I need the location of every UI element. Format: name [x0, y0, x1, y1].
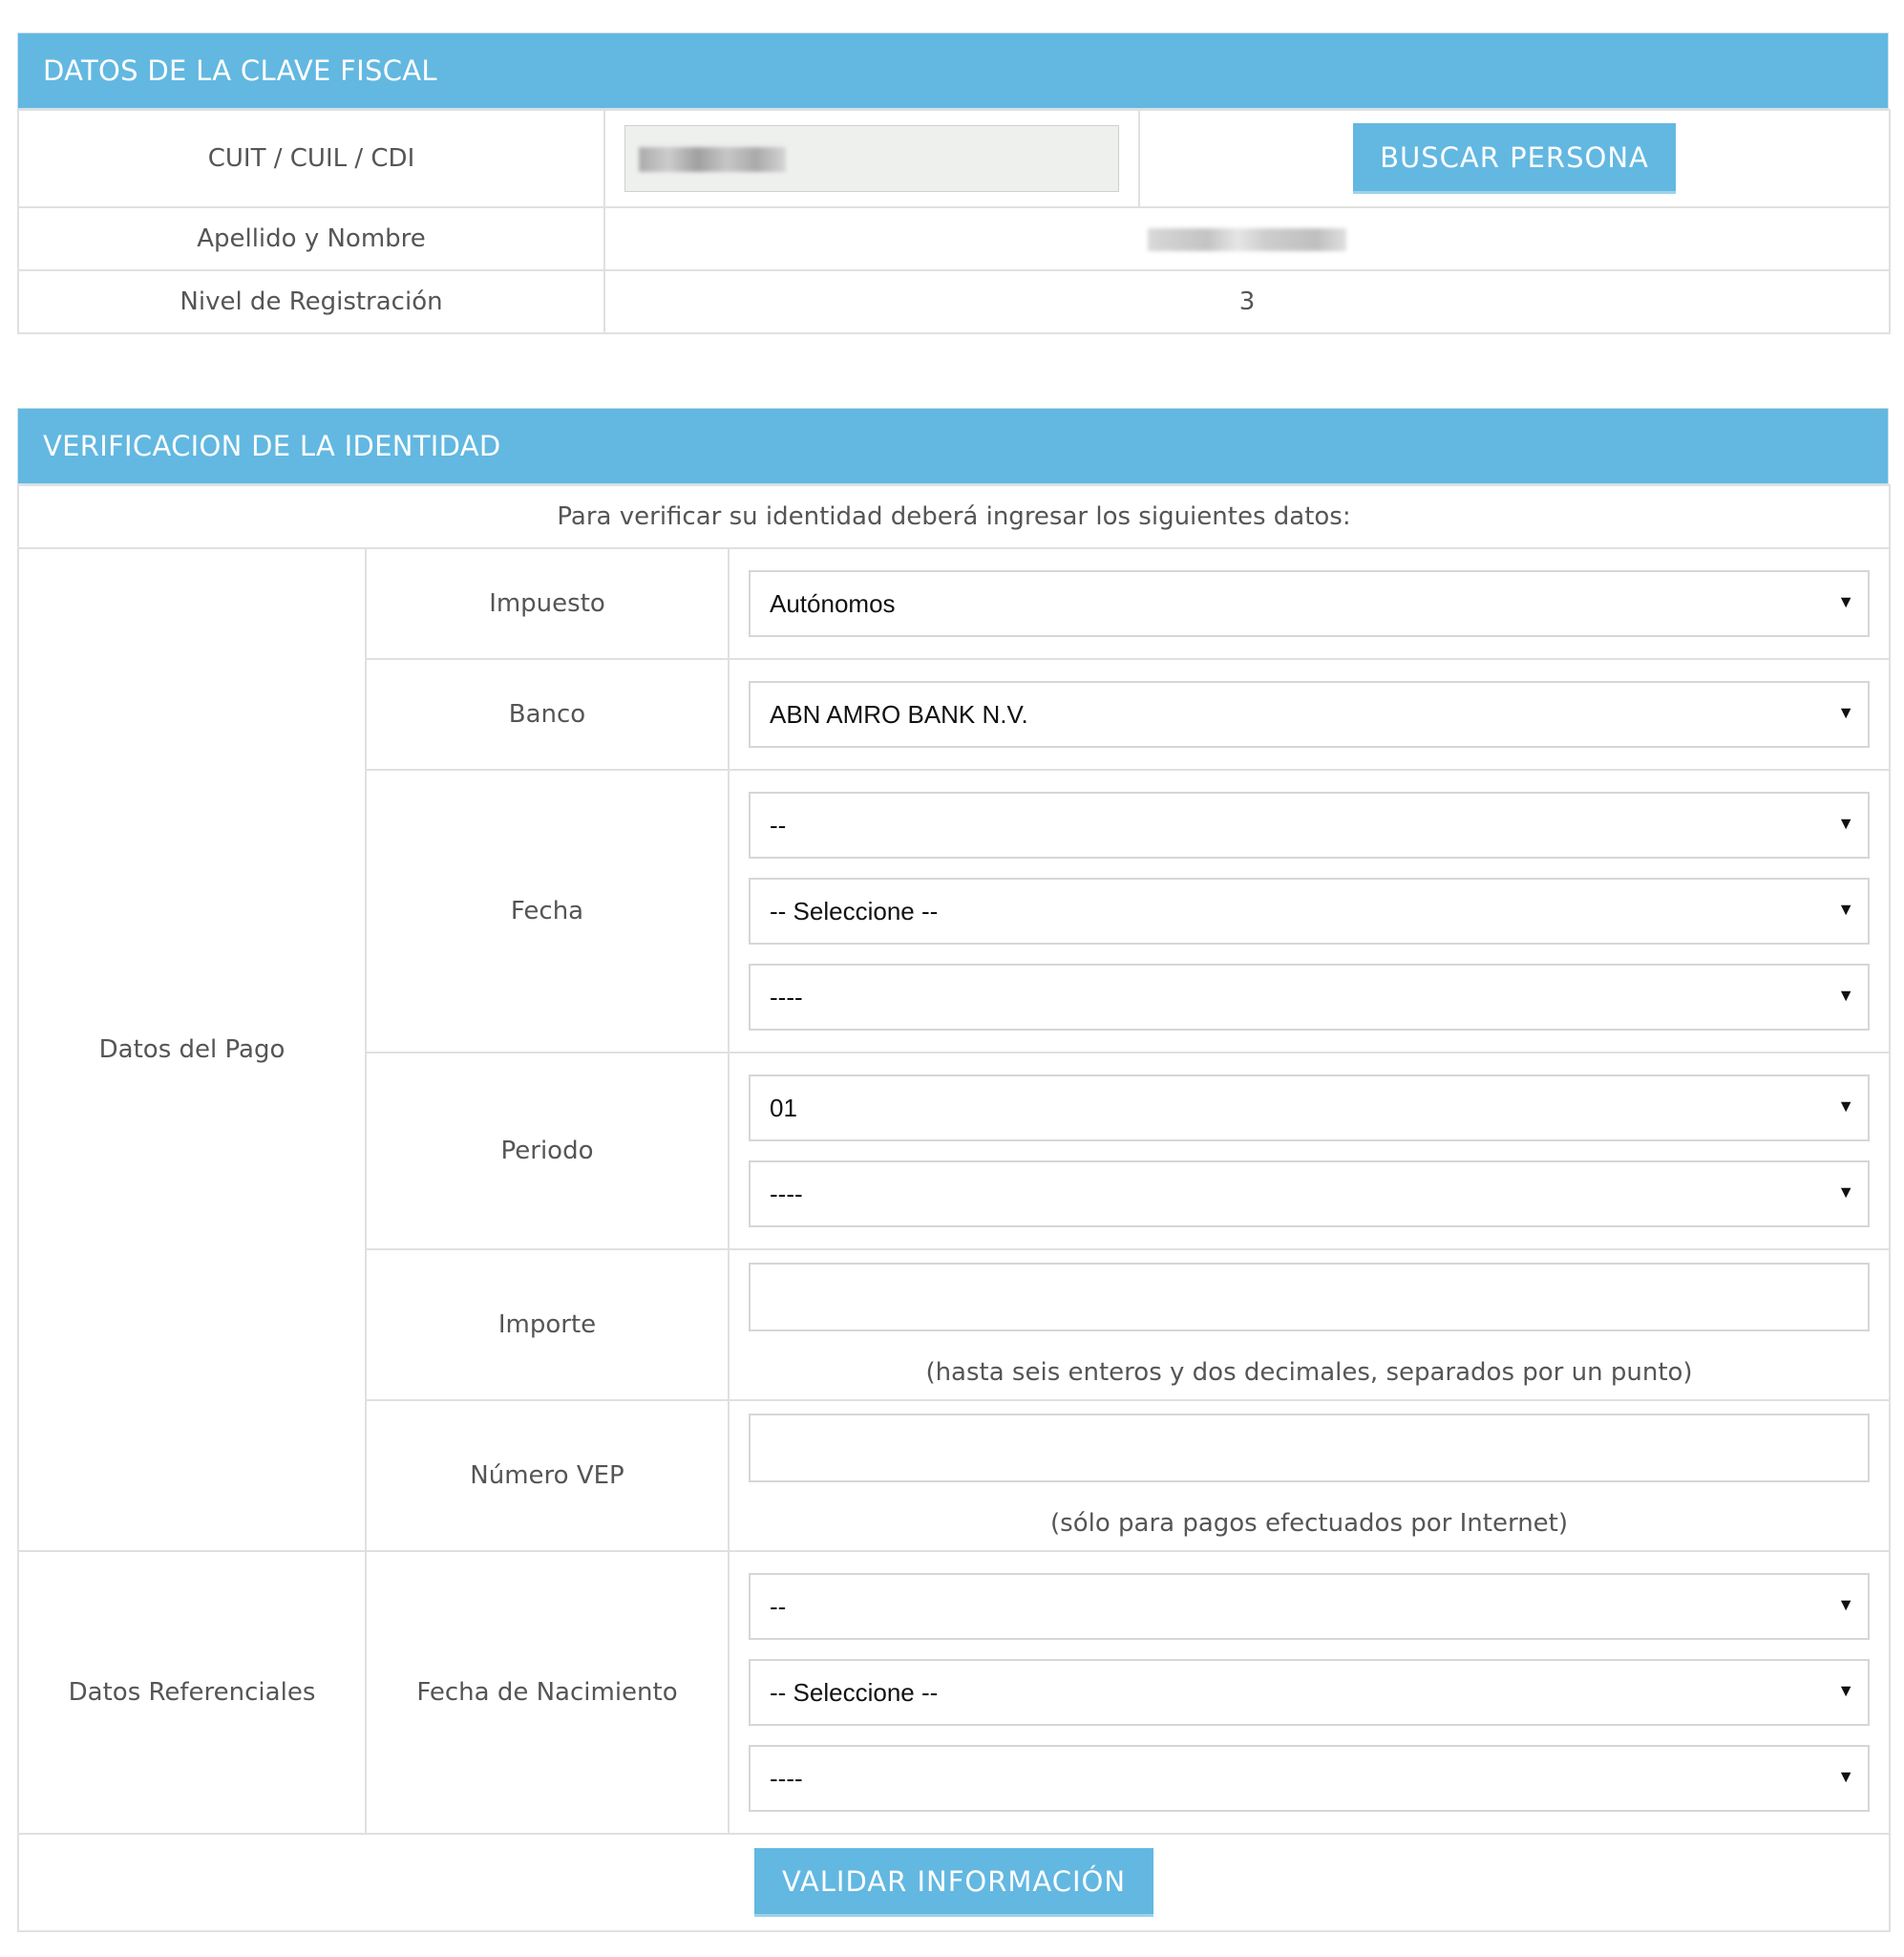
fecha-mes-select[interactable] — [749, 878, 1870, 945]
apellido-label: Apellido y Nombre — [18, 207, 604, 270]
nacimiento-cell — [729, 1551, 1890, 1834]
clave-fiscal-table — [17, 109, 1891, 334]
impuesto-cell — [729, 548, 1890, 659]
verificacion-table — [17, 484, 1891, 1932]
nac-anio-value: ---- — [770, 1764, 803, 1793]
chevron-down-icon: ▼ — [1837, 703, 1855, 722]
verificacion-intro: Para verificar su identidad deberá ingresar los siguientes datos: — [18, 485, 1890, 548]
verificacion-panel — [17, 408, 1889, 1932]
clave-fiscal-panel — [17, 32, 1889, 334]
periodo-mes-select[interactable] — [749, 1074, 1870, 1141]
cuit-cell — [604, 110, 1139, 207]
chevron-down-icon: ▼ — [1837, 900, 1855, 919]
fecha-label: Fecha — [366, 770, 729, 1053]
chevron-down-icon: ▼ — [1837, 1182, 1855, 1202]
nac-dia-value: -- — [770, 1592, 787, 1621]
cuit-input[interactable] — [624, 125, 1119, 192]
datos-pago-label: Datos del Pago — [18, 548, 366, 1551]
banco-label: Banco — [366, 659, 729, 770]
importe-hint: (hasta seis enteros y dos decimales, separados por un punto) — [925, 1358, 1693, 1387]
cuit-redacted-value — [639, 147, 786, 172]
importe-input[interactable] — [749, 1263, 1870, 1331]
importe-label: Importe — [366, 1249, 729, 1400]
cuit-label: CUIT / CUIL / CDI — [18, 110, 604, 207]
banco-select-value: ABN AMRO BANK N.V. — [770, 700, 1028, 729]
nac-mes-select[interactable] — [749, 1659, 1870, 1726]
fecha-mes-value: -- Seleccione -- — [770, 897, 939, 925]
fecha-cell — [729, 770, 1890, 1053]
impuesto-label: Impuesto — [366, 548, 729, 659]
vep-hint: (sólo para pagos efectuados por Internet) — [1050, 1509, 1569, 1538]
banco-select[interactable] — [749, 681, 1870, 748]
chevron-down-icon: ▼ — [1837, 986, 1855, 1005]
periodo-label: Periodo — [366, 1053, 729, 1249]
fecha-anio-value: ---- — [770, 983, 803, 1011]
periodo-mes-value: 01 — [770, 1094, 797, 1122]
vep-input[interactable] — [749, 1414, 1870, 1482]
chevron-down-icon: ▼ — [1837, 592, 1855, 611]
fecha-dia-value: -- — [770, 811, 787, 840]
clave-fiscal-header: DATOS DE LA CLAVE FISCAL — [17, 32, 1889, 109]
chevron-down-icon: ▼ — [1837, 1681, 1855, 1700]
vep-label: Número VEP — [366, 1400, 729, 1551]
nivel-value: 3 — [604, 270, 1890, 333]
periodo-cell — [729, 1053, 1890, 1249]
buscar-cell — [1139, 110, 1890, 207]
apellido-redacted-value — [1148, 228, 1346, 251]
buscar-persona-button[interactable]: BUSCAR PERSONA — [1353, 123, 1676, 194]
apellido-value — [604, 207, 1890, 270]
vep-cell — [729, 1400, 1890, 1551]
verificacion-header: VERIFICACION DE LA IDENTIDAD — [17, 408, 1889, 484]
referenciales-label: Datos Referenciales — [18, 1551, 366, 1834]
nac-anio-select[interactable] — [749, 1745, 1870, 1812]
fecha-anio-select[interactable] — [749, 964, 1870, 1031]
chevron-down-icon: ▼ — [1837, 1096, 1855, 1116]
banco-cell — [729, 659, 1890, 770]
fecha-dia-select[interactable] — [749, 792, 1870, 859]
nac-dia-select[interactable] — [749, 1573, 1870, 1640]
chevron-down-icon: ▼ — [1837, 1767, 1855, 1786]
importe-cell — [729, 1249, 1890, 1400]
chevron-down-icon: ▼ — [1837, 1595, 1855, 1614]
periodo-anio-select[interactable] — [749, 1160, 1870, 1227]
impuesto-select[interactable] — [749, 570, 1870, 637]
chevron-down-icon: ▼ — [1837, 814, 1855, 833]
nivel-label: Nivel de Registración — [18, 270, 604, 333]
impuesto-select-value: Autónomos — [770, 589, 896, 618]
nacimiento-label: Fecha de Nacimiento — [366, 1551, 729, 1834]
periodo-anio-value: ---- — [770, 1180, 803, 1208]
validar-informacion-button[interactable]: VALIDAR INFORMACIÓN — [754, 1848, 1153, 1917]
validar-cell — [18, 1834, 1890, 1931]
nac-mes-value: -- Seleccione -- — [770, 1678, 939, 1707]
